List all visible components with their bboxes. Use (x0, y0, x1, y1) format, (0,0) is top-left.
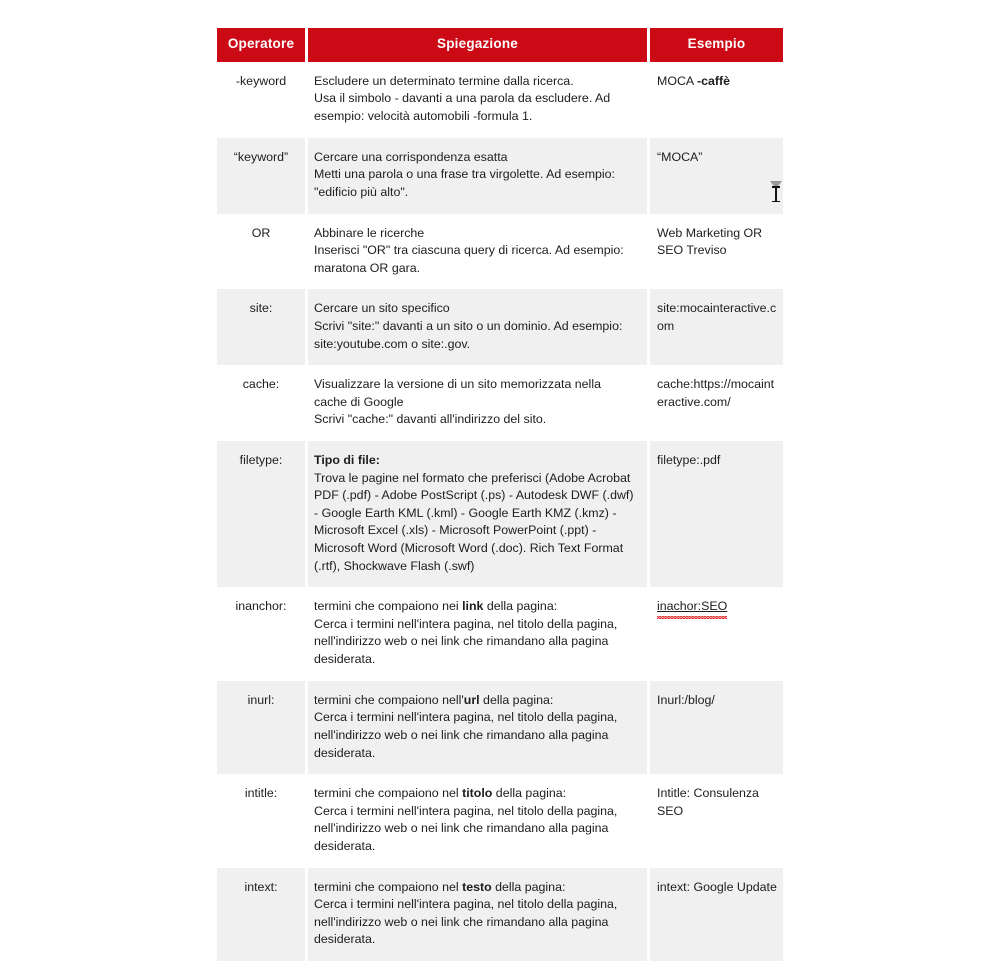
cell-operator: OR (217, 214, 305, 290)
cell-explanation (308, 138, 647, 214)
example-text: filetype:.pdf (657, 452, 721, 467)
table-row (217, 289, 783, 365)
cell-operator: cache: (217, 365, 305, 441)
cell-explanation (308, 365, 647, 441)
explanation-line: Trova le pagine nel formato che preferisci (Adobe Acrobat PDF (.pdf) - Adobe PostScript (.ps) - Autodesk DWF (.dwf) - Google Earth KML (.kml) - Google Earth KMZ (.kmz) - Microsoft Excel (.xls) - Microsoft PowerPoint (.ppt) - Microsoft Word (Microsoft Word (.doc). Rich Text Format (.rtf), Shockwave Flash (.swf) (314, 470, 634, 573)
explanation-line: Metti una parola o una frase tra virgolette. Ad esempio: "edificio più alto". (314, 167, 615, 199)
explanation-line: Escludere un determinato termine dalla ricerca. (314, 73, 574, 88)
explanation-lead (314, 692, 637, 710)
cell-explanation (308, 289, 647, 365)
table-row (217, 62, 783, 138)
cell-operator: intitle: (217, 774, 305, 867)
explanation-line: Cercare una corrispondenza esatta (314, 149, 508, 164)
cell-example (650, 62, 783, 138)
cell-example (650, 365, 783, 441)
cell-operator: inurl: (217, 681, 305, 774)
cell-explanation (308, 441, 647, 587)
cell-example (650, 587, 783, 680)
explanation-keyword: link (462, 599, 484, 614)
explanation-suffix: della pagina: (492, 786, 567, 801)
explanation-line: Scrivi "site:" davanti a un sito o un dominio. Ad esempio: site:youtube.com o site:.gov. (314, 318, 623, 351)
cell-example (650, 441, 783, 587)
cell-example (650, 681, 783, 774)
explanation-prefix: termini che compaiono nell' (314, 692, 464, 707)
explanation-line: Visualizzare la versione di un sito memorizzata nella cache di Google (314, 377, 601, 409)
explanation-keyword: url (463, 692, 480, 707)
cell-example (650, 289, 783, 365)
cell-operator: “keyword” (217, 138, 305, 214)
explanation-line: Cerca i termini nell'intera pagina, nel titolo della pagina, nell'indirizzo web o nei link che rimandano alla pagina desiderata. (314, 710, 618, 760)
cell-explanation (308, 681, 647, 774)
explanation-lead (314, 879, 637, 897)
explanation-suffix: della pagina: (483, 599, 558, 614)
example-text: inachor:SEO (657, 598, 727, 616)
column-header-spiegazione: Spiegazione (308, 28, 647, 62)
explanation-keyword: titolo (462, 786, 493, 801)
explanation-line: Cerca i termini nell'intera pagina, nel titolo della pagina, nell'indirizzo web o nei link che rimandano alla pagina desiderata. (314, 616, 618, 667)
cell-operator: intext: (217, 868, 305, 961)
cell-example (650, 138, 783, 214)
cell-explanation (308, 774, 647, 867)
explanation-lead (314, 598, 637, 616)
search-operators-table (217, 28, 783, 961)
cell-operator: filetype: (217, 441, 305, 587)
explanation-line: Cerca i termini nell'intera pagina, nel titolo della pagina, nell'indirizzo web o nei link che rimandano alla pagina desiderata. (314, 897, 618, 947)
table-body (217, 62, 783, 961)
explanation-line: Abbinare le ricerche (314, 225, 425, 240)
cell-explanation (308, 587, 647, 680)
explanation-keyword: testo (462, 879, 492, 894)
explanation-line: Usa il simbolo - davanti a una parola da escludere. Ad esempio: velocità automobili -formula 1. (314, 91, 611, 124)
explanation-line: Cerca i termini nell'intera pagina, nel titolo della pagina, nell'indirizzo web o nei link che rimandano alla pagina desiderata. (314, 803, 618, 853)
table-header (217, 28, 783, 62)
example-text-bold: -caffè (696, 73, 730, 88)
example-text: Intitle: Consulenza SEO (657, 786, 759, 818)
cell-example (650, 774, 783, 867)
example-text: Web Marketing OR SEO Treviso (657, 225, 763, 258)
explanation-prefix: termini che compaiono nel (314, 786, 463, 801)
table-row (217, 681, 783, 774)
table-header-row (217, 28, 783, 62)
example-text: “MOCA” (657, 149, 703, 164)
cell-operator: site: (217, 289, 305, 365)
column-header-operatore: Operatore (217, 28, 305, 62)
cell-operator: inanchor: (217, 587, 305, 680)
table-row (217, 138, 783, 214)
example-text: Inurl:/blog/ (657, 692, 715, 707)
example-text: cache:https://mocainteractive.com/ (657, 377, 775, 409)
explanation-line: Cercare un sito specifico (314, 301, 450, 316)
example-text: site:mocainteractive.com (657, 301, 777, 333)
explanation-suffix: della pagina: (479, 692, 554, 707)
table-row (217, 587, 783, 680)
table-row (217, 441, 783, 587)
cell-example (650, 214, 783, 290)
cell-explanation (308, 214, 647, 290)
explanation-prefix: termini che compaiono nel (314, 879, 463, 894)
example-text: MOCA (657, 73, 697, 88)
example-text: intext: Google Update (657, 879, 777, 894)
explanation-lead (314, 785, 637, 803)
cell-example (650, 868, 783, 961)
cell-explanation (308, 868, 647, 961)
explanation-prefix: termini che compaiono nei (314, 599, 463, 614)
column-header-esempio: Esempio (650, 28, 783, 62)
explanation-line: Scrivi "cache:" davanti all'indirizzo del sito. (314, 412, 547, 427)
table-row (217, 774, 783, 867)
explanation-suffix: della pagina: (491, 879, 566, 894)
cell-explanation (308, 62, 647, 138)
table-row (217, 365, 783, 441)
table-row (217, 214, 783, 290)
cell-operator: -keyword (217, 62, 305, 138)
table-row (217, 868, 783, 961)
explanation-line: Inserisci "OR" tra ciascuna query di ricerca. Ad esempio: maratona OR gara. (314, 243, 624, 275)
explanation-heading: Tipo di file: (314, 452, 380, 467)
